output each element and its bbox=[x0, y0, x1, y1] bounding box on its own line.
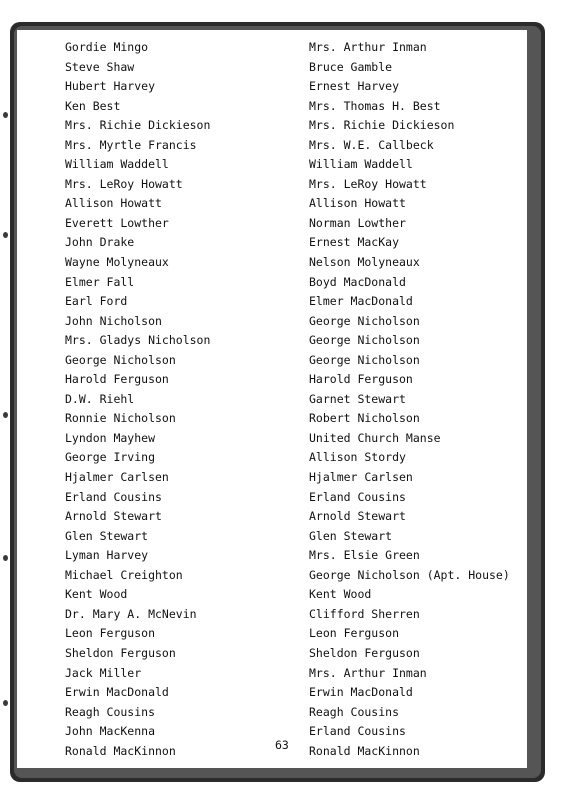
name-entry: Lyman Harvey bbox=[65, 548, 149, 563]
name-entry: George Nicholson bbox=[65, 352, 176, 367]
name-entry: Earl Ford bbox=[65, 294, 128, 309]
right-name-column bbox=[309, 38, 510, 761]
name-entry: William Waddell bbox=[65, 157, 169, 172]
binding-hole bbox=[3, 232, 8, 238]
name-entry: Sheldon Ferguson bbox=[309, 645, 420, 660]
name-entry: Glen Stewart bbox=[309, 528, 393, 543]
name-entry: Erwin MacDonald bbox=[65, 685, 169, 700]
name-entry: Nelson Molyneaux bbox=[309, 255, 420, 270]
name-entry: Hjalmer Carlsen bbox=[65, 470, 169, 485]
name-entry: George Nicholson bbox=[309, 352, 420, 367]
name-entry: Clifford Sherren bbox=[309, 606, 420, 621]
name-entry: D.W. Riehl bbox=[65, 391, 135, 406]
name-entry: Mrs. Thomas H. Best bbox=[309, 98, 441, 113]
left-name-column bbox=[65, 38, 210, 761]
name-entry: Sheldon Ferguson bbox=[65, 645, 176, 660]
name-entry: Mrs. Richie Dickieson bbox=[309, 118, 455, 133]
name-entry: Hubert Harvey bbox=[65, 79, 156, 94]
name-entry: Wayne Molyneaux bbox=[65, 255, 169, 270]
name-entry: Jack Miller bbox=[65, 665, 142, 680]
name-entry: Erland Cousins bbox=[309, 489, 406, 504]
name-entry: Ernest MacKay bbox=[309, 235, 400, 250]
name-entry: Ronald MacKinnon bbox=[65, 743, 176, 758]
name-entry: Allison Howatt bbox=[65, 196, 162, 211]
name-entry: Dr. Mary A. McNevin bbox=[65, 606, 197, 621]
name-entry: Ernest Harvey bbox=[309, 79, 400, 94]
page-number: 63 bbox=[275, 738, 289, 752]
name-entry: Glen Stewart bbox=[65, 528, 149, 543]
name-entry: Ronald MacKinnon bbox=[309, 743, 420, 758]
name-entry: George Irving bbox=[65, 450, 156, 465]
name-entry: Reagh Cousins bbox=[65, 704, 156, 719]
name-entry: Kent Wood bbox=[309, 587, 372, 602]
name-entry: Harold Ferguson bbox=[309, 372, 413, 387]
name-entry: Erland Cousins bbox=[309, 724, 406, 739]
name-entry: Michael Creighton bbox=[65, 567, 183, 582]
name-entry: Bruce Gamble bbox=[309, 59, 393, 74]
binding-hole bbox=[3, 555, 8, 561]
name-entry: Gordie Mingo bbox=[65, 40, 149, 54]
name-entry: Harold Ferguson bbox=[65, 372, 169, 387]
name-entry: United Church Manse bbox=[309, 430, 441, 445]
name-entry: Reagh Cousins bbox=[309, 704, 400, 719]
name-entry: Mrs. Elsie Green bbox=[309, 548, 420, 563]
document-page bbox=[17, 30, 527, 768]
name-entry: Allison Stordy bbox=[309, 450, 406, 465]
name-entry: Leon Ferguson bbox=[65, 626, 156, 641]
name-entry: Erland Cousins bbox=[65, 489, 162, 504]
name-entry: Robert Nicholson bbox=[309, 411, 420, 426]
name-entry: Everett Lowther bbox=[65, 215, 169, 230]
name-entry: Norman Lowther bbox=[309, 215, 406, 230]
name-entry: Mrs. Myrtle Francis bbox=[65, 137, 197, 152]
name-entry: William Waddell bbox=[309, 157, 413, 172]
name-entry: Garnet Stewart bbox=[309, 391, 406, 406]
name-entry: Arnold Stewart bbox=[65, 509, 162, 524]
name-entry: George Nicholson bbox=[309, 333, 420, 348]
name-entry: Ronnie Nicholson bbox=[65, 411, 176, 426]
name-entry: Mrs. LeRoy Howatt bbox=[309, 176, 427, 191]
name-entry: John MacKenna bbox=[65, 724, 156, 739]
name-entry: Mrs. Richie Dickieson bbox=[65, 118, 211, 133]
name-entry: Arnold Stewart bbox=[309, 509, 406, 524]
name-entry: Elmer Fall bbox=[65, 274, 135, 289]
name-entry: Boyd MacDonald bbox=[309, 274, 406, 289]
name-entry: Mrs. Gladys Nicholson bbox=[65, 333, 211, 348]
name-entry: Mrs. W.E. Callbeck bbox=[309, 137, 434, 152]
name-entry: Ken Best bbox=[65, 98, 121, 113]
binding-hole bbox=[3, 412, 8, 418]
name-entry: Mrs. Arthur Inman bbox=[309, 665, 427, 680]
name-entry: Elmer MacDonald bbox=[309, 294, 413, 309]
name-entry: Hjalmer Carlsen bbox=[309, 470, 413, 485]
name-entry: Allison Howatt bbox=[309, 196, 406, 211]
name-entry: George Nicholson (Apt. House) bbox=[309, 567, 510, 582]
name-entry: Mrs. LeRoy Howatt bbox=[65, 176, 183, 191]
name-entry: Kent Wood bbox=[65, 587, 128, 602]
name-entry: Lyndon Mayhew bbox=[65, 430, 156, 445]
name-entry: Mrs. Arthur Inman bbox=[309, 40, 427, 54]
binding-hole bbox=[3, 112, 8, 118]
name-entry: John Nicholson bbox=[65, 313, 162, 328]
name-entry: Erwin MacDonald bbox=[309, 685, 413, 700]
name-entry: Steve Shaw bbox=[65, 59, 135, 74]
name-entry: John Drake bbox=[65, 235, 135, 250]
name-entry: George Nicholson bbox=[309, 313, 420, 328]
name-entry: Leon Ferguson bbox=[309, 626, 400, 641]
binding-hole bbox=[3, 700, 8, 706]
